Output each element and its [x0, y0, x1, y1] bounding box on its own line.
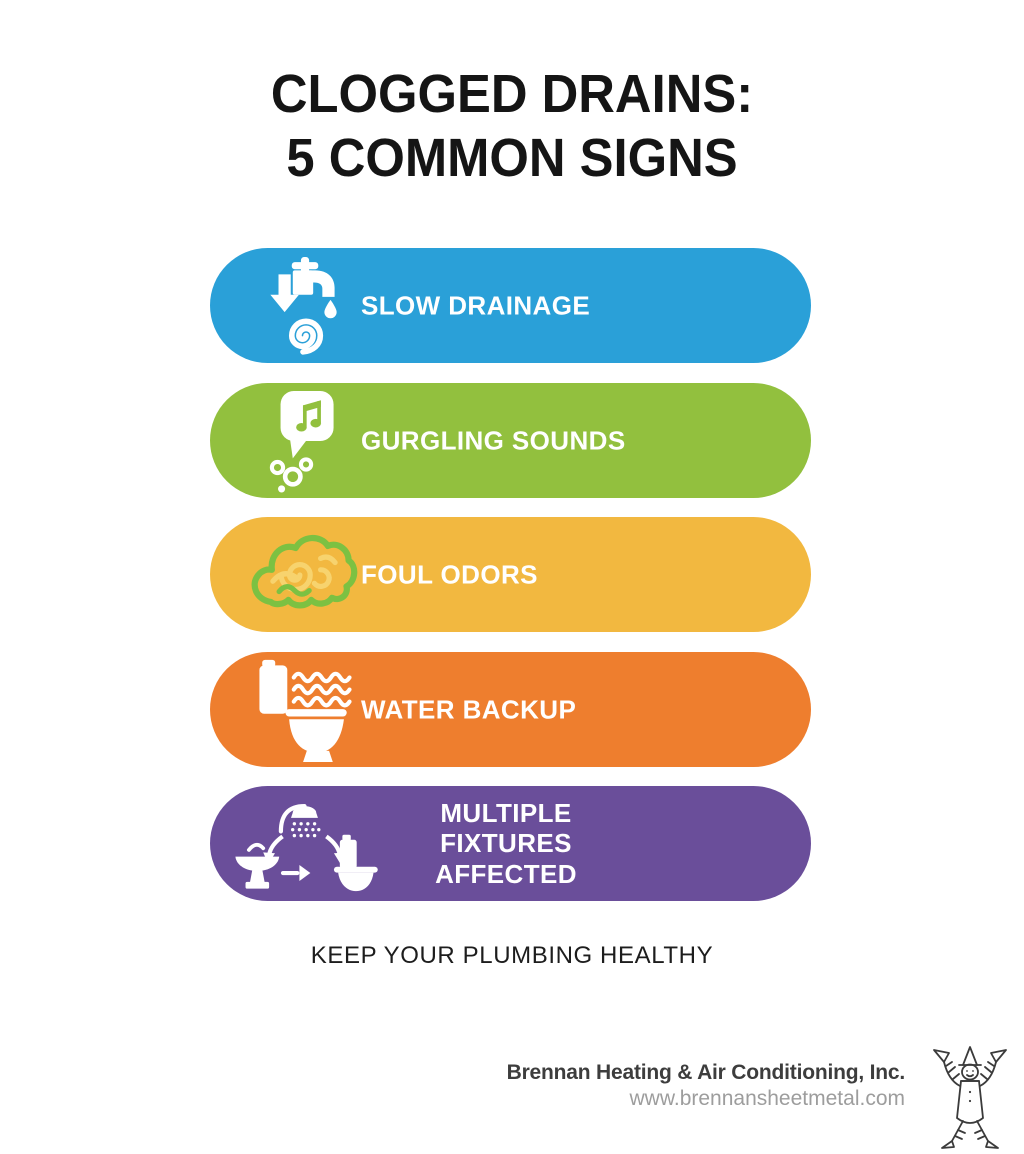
faucet-drain-spiral-icon	[242, 248, 366, 363]
tagline: KEEP YOUR PLUMBING HEALTHY	[310, 942, 714, 969]
sign-label: GURGLING SOUNDS	[361, 425, 626, 456]
sign-label: WATER BACKUP	[361, 694, 577, 725]
page-title-line2: 5 COMMON SIGNS	[286, 128, 738, 189]
sign-row-gurgling-sounds	[210, 383, 811, 498]
sign-row-multiple-fixtures	[210, 786, 811, 901]
footer	[507, 1060, 905, 1111]
sign-label: SLOW DRAINAGE	[361, 290, 591, 321]
sign-label: MULTIPLE FIXTURES AFFECTED	[435, 797, 577, 889]
toilet-overflow-waves-icon	[242, 652, 366, 767]
sign-row-water-backup	[210, 652, 811, 767]
page-title	[31, 62, 994, 191]
shower-sink-toilet-arrows-icon	[232, 786, 382, 901]
sign-label: FOUL ODORS	[361, 559, 538, 590]
page-title-line1: CLOGGED DRAINS:	[270, 64, 754, 124]
footer-website-url: www.brennansheetmetal.com	[629, 1086, 905, 1110]
odor-cloud-swirl-icon	[242, 517, 366, 632]
tin-man-sheet-metal-logo	[922, 1044, 1018, 1150]
sign-row-slow-drainage	[210, 248, 811, 363]
speech-bubble-music-note-bubbles-icon	[242, 383, 366, 498]
sign-row-foul-odors	[210, 517, 811, 632]
footer-company-name: Brennan Heating & Air Conditioning, Inc.	[506, 1061, 905, 1084]
